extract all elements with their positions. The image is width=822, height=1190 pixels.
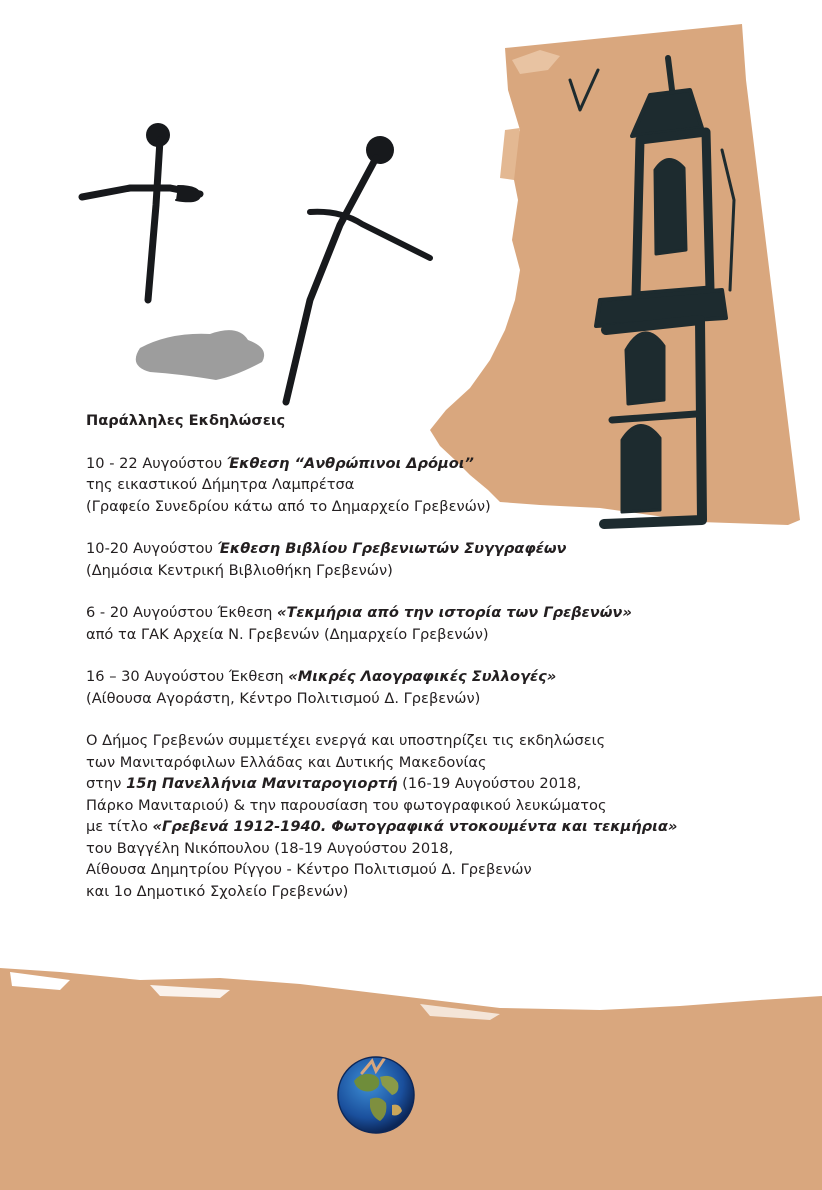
event-location: (Δημόσια Κεντρική Βιβλιοθήκη Γρεβενών): [86, 561, 393, 579]
closing-line: Πάρκο Μανιταριού) & την παρουσίαση του φωτογραφικού λευκώματος: [86, 796, 607, 814]
event-date: 6 - 20 Αυγούστου Έκθεση: [86, 604, 277, 621]
closing-line: του Βαγγέλη Νικόπουλου (18-19 Αυγούστου 2018,: [86, 839, 454, 857]
closing-text: με τίτλο: [86, 818, 153, 835]
closing-text: (16-19 Αυγούστου 2018,: [397, 775, 582, 792]
event-title: «Μικρές Λαογραφικές Συλλογές»: [288, 668, 557, 685]
event-date: 10-20 Αυγούστου: [86, 540, 218, 557]
album-title: «Γρεβενά 1912-1940. Φωτογραφικά ντοκουμέντα και τεκμήρια»: [152, 818, 678, 835]
closing-paragraph: [86, 730, 786, 902]
closing-text: στην: [86, 775, 127, 792]
festival-title: 15η Πανελλήνια Μανιταρογιορτή: [126, 775, 398, 792]
event-item: [86, 666, 786, 709]
event-date: 16 – 30 Αυγούστου Έκθεση: [86, 668, 289, 685]
event-title: «Τεκμήρια από την ιστορία των Γρεβενών»: [276, 604, 632, 621]
event-date: 10 - 22 Αυγούστου: [86, 454, 227, 472]
event-item: [86, 602, 786, 645]
right-cross-drawing: [286, 136, 430, 402]
event-title: Έκθεση Βιβλίου Γρεβενιωτών Συγγραφέων: [217, 540, 567, 557]
gray-brush-stroke: [136, 330, 264, 380]
event-detail: της εικαστικού Δήμητρα Λαμπρέτσα: [86, 476, 355, 493]
event-title: Έκθεση “Ανθρώπινοι Δρόμοι”: [226, 454, 474, 472]
left-cross-drawing: [82, 123, 200, 300]
event-item: [86, 453, 786, 518]
closing-line: και 1ο Δημοτικό Σχολείο Γρεβενών): [86, 882, 349, 900]
globe-logo-icon: [336, 1055, 416, 1135]
closing-line: Ο Δήμος Γρεβενών συμμετέχει ενεργά και υποστηρίζει τις εκδηλώσεις: [86, 732, 606, 749]
event-item: [86, 538, 786, 581]
closing-line: Αίθουσα Δημητρίου Ρίγγου - Κέντρο Πολιτισμού Δ. Γρεβενών: [86, 861, 532, 878]
page-heading: Παράλληλες Εκδηλώσεις: [86, 412, 286, 429]
closing-line: των Μανιταρόφιλων Ελλάδας και Δυτικής Μακεδονίας: [86, 753, 487, 771]
events-text: [86, 410, 786, 923]
event-location: από τα ΓΑΚ Αρχεία Ν. Γρεβενών (Δημαρχείο Γρεβενών): [86, 625, 489, 643]
event-location: (Γραφείο Συνεδρίου κάτω από το Δημαρχείο Γρεβενών): [86, 497, 491, 515]
event-location: (Αίθουσα Αγοράστη, Κέντρο Πολιτισμού Δ. Γρεβενών): [86, 689, 481, 707]
